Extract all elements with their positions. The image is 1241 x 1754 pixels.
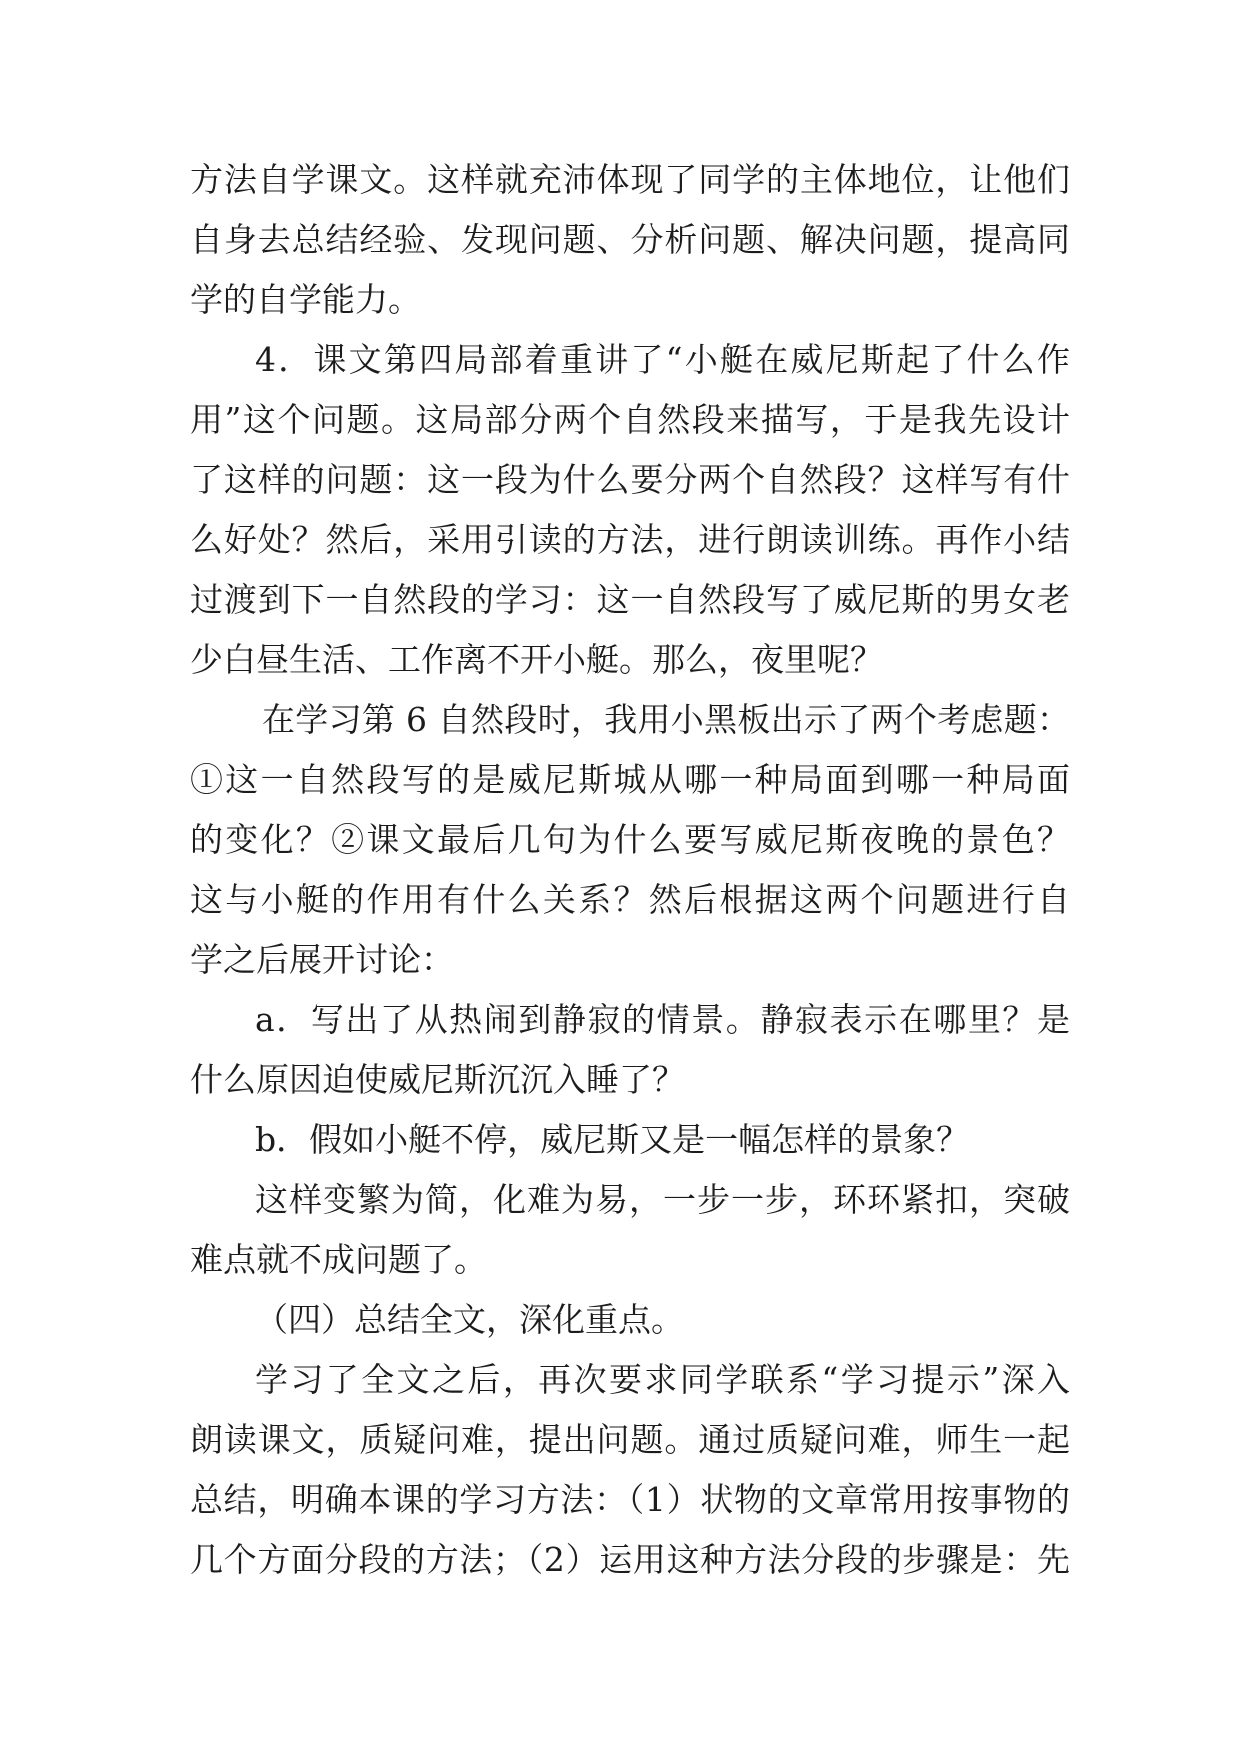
text-line: 难点就不成问题了。 <box>190 1240 487 1279</box>
text-line: 了这样的问题：这一段为什么要分两个自然段？这样写有什 <box>190 460 1070 499</box>
text-line: 少白昼生活、工作离不开小艇。那么，夜里呢？ <box>190 640 883 679</box>
text-line: 这与小艇的作用有什么关系？然后根据这两个问题进行自 <box>190 880 1070 919</box>
text-line: 学之后展开讨论： <box>190 940 454 979</box>
text-line: 么好处？然后，采用引读的方法，进行朗读训练。再作小结 <box>190 520 1070 559</box>
text-line: 4．课文第四局部着重讲了“小艇在威尼斯起了什么作 <box>255 340 1070 379</box>
text-line: 方法自学课文。这样就充沛体现了同学的主体地位，让他们 <box>190 160 1070 199</box>
text-line: 在学习第 6 自然段时，我用小黑板出示了两个考虑题： <box>262 700 1070 739</box>
text-line: 用”这个问题。这局部分两个自然段来描写，于是我先设计 <box>190 400 1070 439</box>
text-line: 过渡到下一自然段的学习：这一自然段写了威尼斯的男女老 <box>190 580 1070 619</box>
text-line: 学习了全文之后，再次要求同学联系“学习提示”深入 <box>255 1360 1070 1399</box>
text-line: 自身去总结经验、发现问题、分析问题、解决问题，提高同 <box>190 220 1070 259</box>
text-line: 什么原因迫使威尼斯沉沉入睡了？ <box>190 1060 685 1099</box>
text-line: 总结，明确本课的学习方法：（1）状物的文章常用按事物的 <box>190 1480 1070 1519</box>
text-line: 朗读课文，质疑问难，提出问题。通过质疑问难，师生一起 <box>190 1420 1070 1459</box>
text-line: 这样变繁为简，化难为易，一步一步，环环紧扣，突破 <box>255 1180 1070 1219</box>
text-line: ①这一自然段写的是威尼斯城从哪一种局面到哪一种局面 <box>190 760 1070 799</box>
text-line: b．假如小艇不停，威尼斯又是一幅怎样的景象？ <box>255 1120 970 1159</box>
section-heading: （四）总结全文，深化重点。 <box>255 1300 684 1339</box>
text-line: 几个方面分段的方法；（2）运用这种方法分段的步骤是：先 <box>190 1540 1070 1579</box>
text-line: a．写出了从热闹到静寂的情景。静寂表示在哪里？是 <box>255 1000 1070 1039</box>
text-line: 学的自学能力。 <box>190 280 421 319</box>
text-line: 的变化？②课文最后几句为什么要写威尼斯夜晚的景色？ <box>190 820 1070 859</box>
